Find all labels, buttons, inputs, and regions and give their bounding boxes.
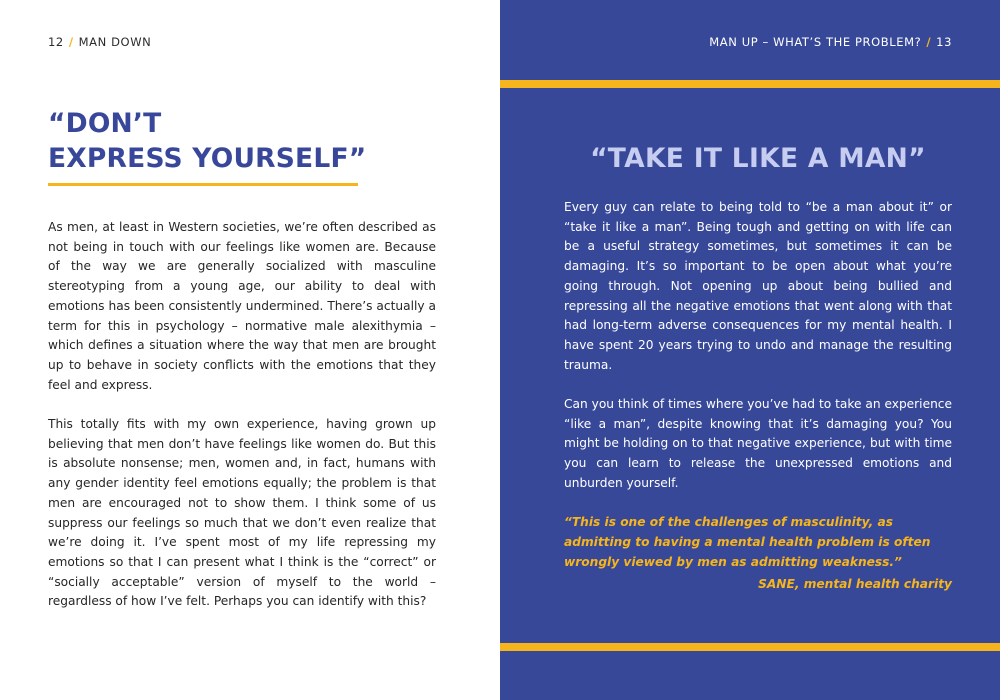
right-page: [500, 0, 1000, 700]
top-accent-bar: [500, 80, 1000, 88]
left-running-title: MAN DOWN: [78, 35, 152, 49]
left-paragraph-1: As men, at least in Western societies, we’re often described as not being in touch with our feelings like women are. Because of the way we are generally socialized with masculine stereotyping from a young age, our ability to deal with emotions has been consistently undermined. There’s actually a term for this in psychology – normative male alexithymia – which defines a situation where the way that men are brought up to behave in society conflicts with the emotions that they feel and express.: [48, 220, 436, 392]
quote-attribution: SANE, mental health charity: [758, 577, 952, 592]
right-heading: “TAKE IT LIKE A MAN”: [590, 143, 926, 174]
right-running-title: MAN UP – WHAT’S THE PROBLEM?: [709, 35, 922, 49]
bottom-accent-bar: [500, 643, 1000, 651]
heading-underline: [48, 183, 358, 186]
left-page-number: 12: [48, 35, 64, 49]
right-page-number: 13: [936, 35, 952, 49]
left-running-head: [48, 35, 151, 49]
left-heading-line-1: “DON’T: [48, 108, 162, 139]
right-body: [564, 198, 952, 595]
right-paragraph-2: Can you think of times where you’ve had to take an experience “like a man”, despite knowing that it’s damaging you? You might be holding on to that negative experience, but with time you can learn to release the unexpressed emotions and unburden yourself.: [564, 397, 952, 490]
left-paragraph-2: This totally fits with my own experience, having grown up believing that men don’t have feelings like women do. But this is absolute nonsense; men, women and, in fact, humans with any gender identity feel emotions equally; the problem is that men are encouraged not to show them. I think some of us suppress our feelings so much that we don’t even realize that we’re doing it. I’ve spent most of my life repressing my emotions so that I can present what I think is the “correct” or “socially acceptable” version of myself to the world – regardless of how I’ve felt. Perhaps you can identify with this?: [48, 417, 436, 609]
slash-divider-icon: /: [926, 35, 932, 49]
right-paragraph-1: Every guy can relate to being told to “be a man about it” or “take it like a man”. Being tough and getting on with life can be a useful strategy sometimes, but sometimes it can be damaging. It’s so important to be open about what you’re going through. Not opening up about being bullied and repressing all the negative emotions that went along with that had long-term adverse consequences for my mental health. I have spent 20 years trying to undo and manage the resulting trauma.: [564, 200, 952, 372]
left-heading-line-2: EXPRESS YOURSELF”: [48, 143, 367, 174]
slash-divider-icon: /: [68, 35, 74, 49]
right-running-head: [709, 35, 952, 49]
left-heading: [48, 106, 408, 176]
left-body: [48, 218, 436, 612]
pull-quote: “This is one of the challenges of masculinity, as admitting to having a mental health problem is often wrongly viewed by men as admitting weakness.”: [564, 515, 931, 569]
